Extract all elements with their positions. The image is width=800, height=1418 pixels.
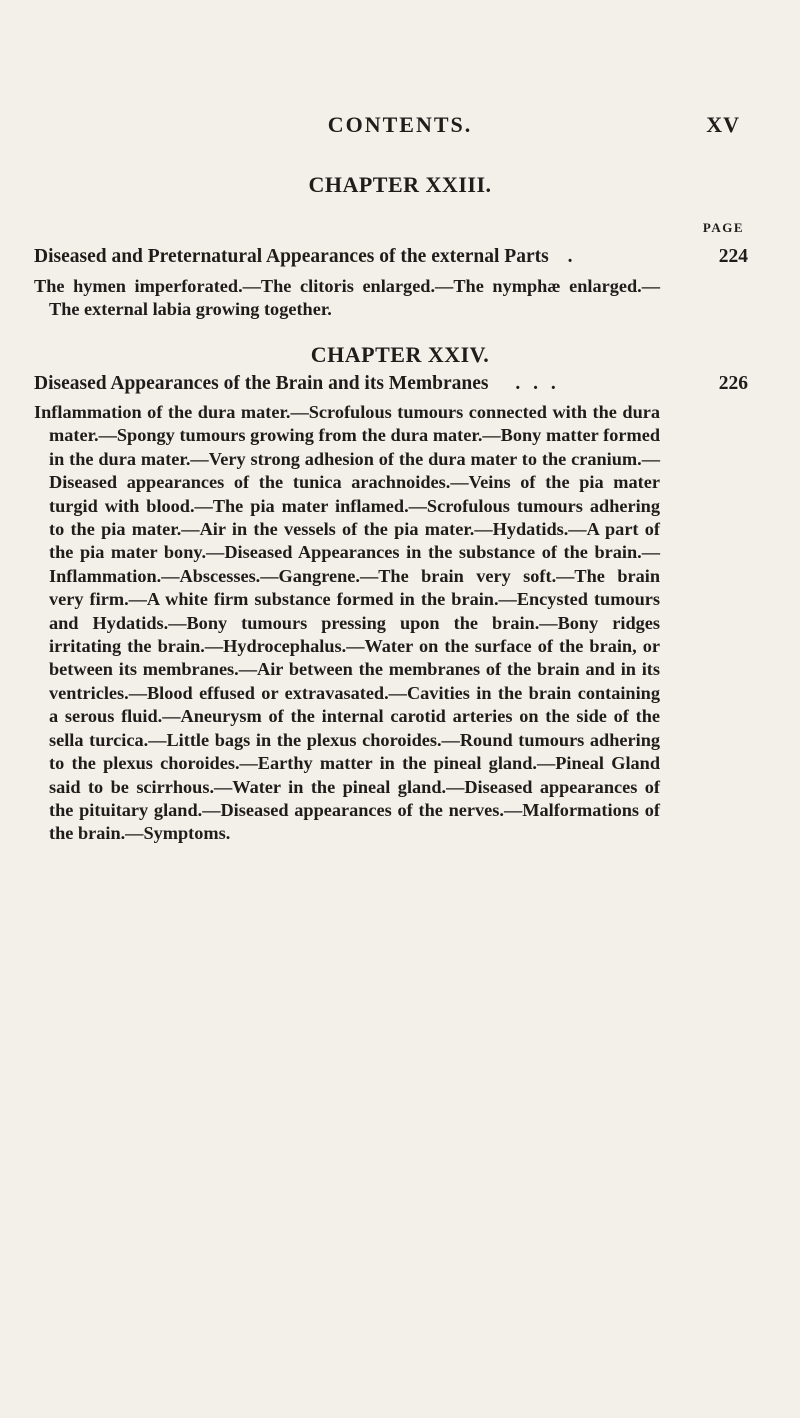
entry-title-text: Diseased and Preternatural Appearances of the external Parts (34, 246, 549, 267)
chapter-heading: CHAPTER XXIII. (308, 172, 492, 197)
entry-leader: . (567, 246, 573, 267)
toc-entry-title (34, 246, 656, 268)
page-column-label: PAGE (702, 220, 744, 235)
toc-entry-title (34, 373, 656, 395)
chapter-summary: The hymen imperforated.—The clitoris enlarged.—The nymphæ enlarged.—The external labia growing together. (34, 276, 660, 320)
running-head (0, 112, 800, 142)
running-title: CONTENTS. (327, 112, 473, 137)
page-number: XV (706, 112, 740, 137)
toc-entry-page: 224 (718, 246, 748, 267)
toc-entry-page: 226 (718, 373, 748, 394)
entry-leader: . . . (515, 373, 560, 394)
chapter-heading: CHAPTER XXIV. (310, 342, 490, 367)
chapter-summary: Inflammation of the dura mater.—Scrofulous tumours connected with the dura mater.—Spongy tumours growing from the dura mater.—Bony matter formed in the dura mater.—Very strong adhesion of the dura mater to the cranium.—Diseased appearances of the tunica arachnoides.—Veins of the pia mater turgid with blood.—The pia mater inflamed.—Scrofulous tumours adhering to the pia mater.—Air in the vessels of the pia mater.—Hydatids.—A part of the pia mater bony.—Diseased Appearances in the substance of the brain.—Inflammation.—Abscesses.—Gangrene.—The brain very soft.—The brain very firm.—A white firm substance formed in the brain.—Encysted tumours and Hydatids.—Bony tumours pressing upon the brain.—Bony ridges irritating the brain.—Hydrocephalus.—Water on the surface of the brain, or between its membranes.—Air between the membranes of the brain and in its ventricles.—Blood effused or extravasated.—Cavities in the brain containing a serous fluid.—Aneurysm of the internal carotid arteries on the side of the sella turcica.—Little bags in the plexus choroides.—Round tumours adhering to the plexus choroides.—Earthy matter in the pineal gland.—Pineal Gland said to be scirrhous.—Water in the pineal gland.—Diseased appearances of the pituitary gland.—Diseased appearances of the nerves.—Malformations of the brain.—Symptoms. (34, 402, 660, 844)
entry-title-text: Diseased Appearances of the Brain and its Membranes (34, 373, 489, 394)
